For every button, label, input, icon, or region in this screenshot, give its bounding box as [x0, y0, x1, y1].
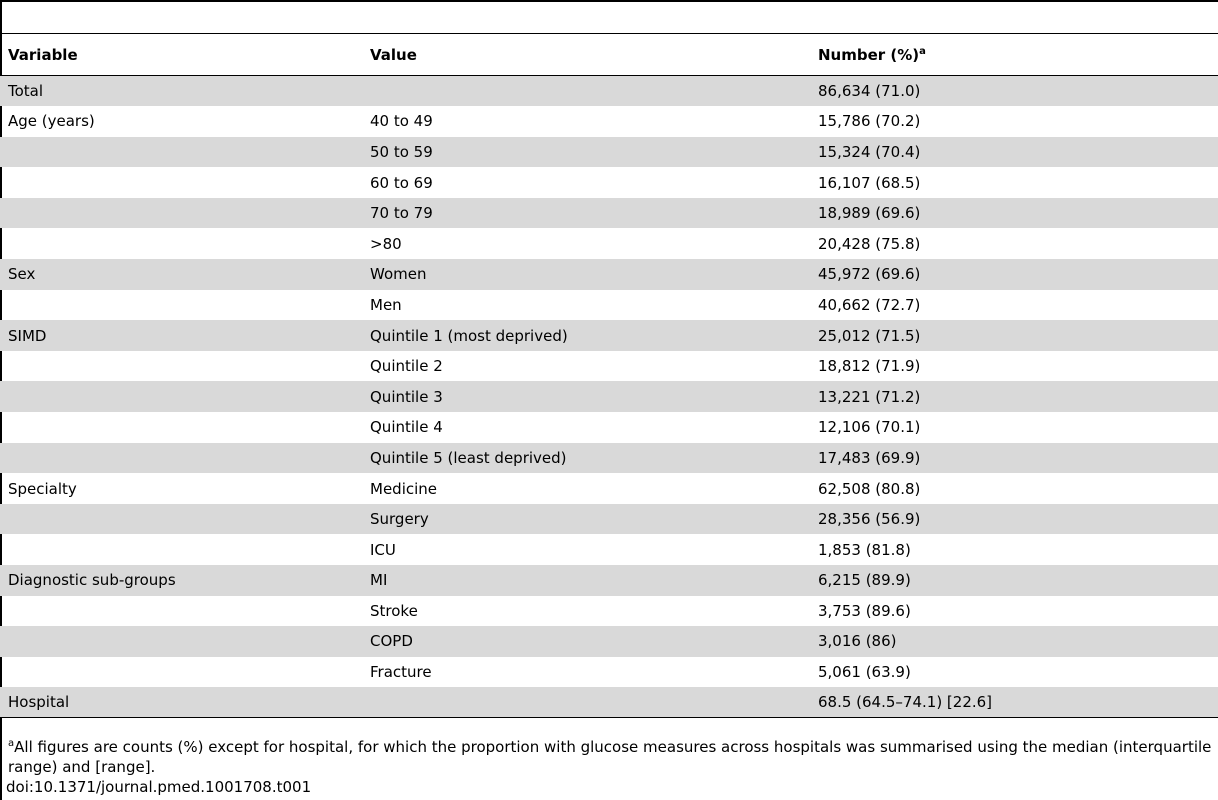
cell-variable	[0, 137, 362, 168]
top-rule	[0, 0, 1218, 2]
table-row	[0, 351, 1218, 382]
table-row	[0, 228, 1218, 259]
cell-value	[362, 76, 810, 107]
cell-value: Quintile 5 (least deprived)	[370, 448, 567, 467]
table-row	[0, 290, 1218, 321]
cell-variable	[0, 381, 362, 412]
doi-line: doi:10.1371/journal.pmed.1001708.t001	[6, 778, 312, 796]
cell-value: 50 to 59	[370, 142, 433, 161]
cell-variable	[0, 412, 362, 443]
cell-number: 1,853 (81.8)	[818, 540, 911, 559]
table-row	[0, 565, 1218, 596]
cell-variable	[0, 626, 362, 657]
cell-number: 13,221 (71.2)	[818, 387, 921, 406]
cell-number: 45,972 (69.6)	[818, 265, 921, 284]
cell-value: 40 to 49	[370, 112, 433, 131]
cell-value: Fracture	[370, 663, 432, 682]
table-row	[0, 381, 1218, 412]
table-row	[0, 137, 1218, 168]
cell-number: 3,753 (89.6)	[818, 601, 911, 620]
cell-variable: Sex	[8, 265, 36, 284]
table-footnote	[8, 737, 1218, 777]
table-row	[0, 198, 1218, 229]
cell-variable	[0, 351, 362, 382]
data-table-container	[0, 33, 1218, 718]
table-row	[0, 473, 1218, 504]
footnote-marker: a	[8, 738, 15, 749]
table-row	[0, 534, 1218, 565]
cell-number: 18,812 (71.9)	[818, 357, 921, 376]
header-number	[810, 34, 1218, 76]
cell-number: 40,662 (72.7)	[818, 295, 921, 314]
cell-number: 5,061 (63.9)	[818, 663, 911, 682]
cell-number: 15,786 (70.2)	[818, 112, 921, 131]
cell-variable	[0, 657, 362, 688]
cell-number: 62,508 (80.8)	[818, 479, 921, 498]
header-number-footnote-marker: a	[919, 45, 926, 57]
cell-number: 3,016 (86)	[818, 632, 897, 651]
table-header-row	[0, 34, 1218, 76]
header-number-label: Number (%)	[818, 45, 920, 64]
cell-number: 17,483 (69.9)	[818, 448, 921, 467]
cell-variable: Total	[8, 82, 44, 101]
cell-variable	[0, 596, 362, 627]
table-row	[0, 596, 1218, 627]
cell-value: 70 to 79	[370, 204, 433, 223]
table-row	[0, 167, 1218, 198]
cell-value: >80	[370, 234, 402, 253]
cell-value: Quintile 4	[370, 418, 443, 437]
cell-value: Women	[370, 265, 427, 284]
cell-value: COPD	[370, 632, 413, 651]
cell-value: Medicine	[370, 479, 438, 498]
cell-value: Quintile 2	[370, 357, 443, 376]
cell-variable: Age (years)	[8, 112, 95, 131]
header-value: Value	[370, 45, 417, 64]
cell-value: MI	[370, 571, 388, 590]
cell-number: 28,356 (56.9)	[818, 510, 921, 529]
table-row	[0, 687, 1218, 718]
cell-variable	[0, 167, 362, 198]
header-variable: Variable	[8, 45, 78, 64]
cell-variable	[0, 504, 362, 535]
cell-number: 68.5 (64.5–74.1) [22.6]	[818, 693, 993, 712]
cell-variable: Specialty	[8, 479, 77, 498]
table-row	[0, 412, 1218, 443]
cell-value: Men	[370, 295, 402, 314]
table-row	[0, 320, 1218, 351]
cell-variable	[0, 228, 362, 259]
table-row	[0, 626, 1218, 657]
cell-variable	[0, 534, 362, 565]
cell-value	[362, 687, 810, 718]
cell-value: 60 to 69	[370, 173, 433, 192]
data-table	[0, 33, 1218, 718]
cell-number: 20,428 (75.8)	[818, 234, 921, 253]
table-row	[0, 443, 1218, 474]
cell-number: 25,012 (71.5)	[818, 326, 921, 345]
cell-value: Quintile 1 (most deprived)	[370, 326, 568, 345]
table-row	[0, 259, 1218, 290]
cell-number: 15,324 (70.4)	[818, 142, 921, 161]
cell-number: 18,989 (69.6)	[818, 204, 921, 223]
table-row	[0, 657, 1218, 688]
cell-value: Quintile 3	[370, 387, 443, 406]
cell-number: 16,107 (68.5)	[818, 173, 921, 192]
cell-value: ICU	[370, 540, 396, 559]
table-row	[0, 106, 1218, 137]
cell-value: Stroke	[370, 601, 418, 620]
cell-number: 12,106 (70.1)	[818, 418, 921, 437]
cell-variable: SIMD	[8, 326, 47, 345]
cell-variable: Hospital	[8, 693, 70, 712]
table-row	[0, 504, 1218, 535]
cell-variable: Diagnostic sub-groups	[8, 571, 176, 590]
cell-variable	[0, 198, 362, 229]
cell-variable	[0, 443, 362, 474]
table-row	[0, 76, 1218, 107]
cell-number: 86,634 (71.0)	[818, 82, 921, 101]
cell-number: 6,215 (89.9)	[818, 571, 911, 590]
footnote-text: All figures are counts (%) except for hospital, for which the proportion with glucose measures across hospitals was summarised using the median (interquartile range) and [range].	[8, 738, 1212, 776]
cell-variable	[0, 290, 362, 321]
cell-value: Surgery	[370, 510, 429, 529]
table-body	[0, 76, 1218, 718]
